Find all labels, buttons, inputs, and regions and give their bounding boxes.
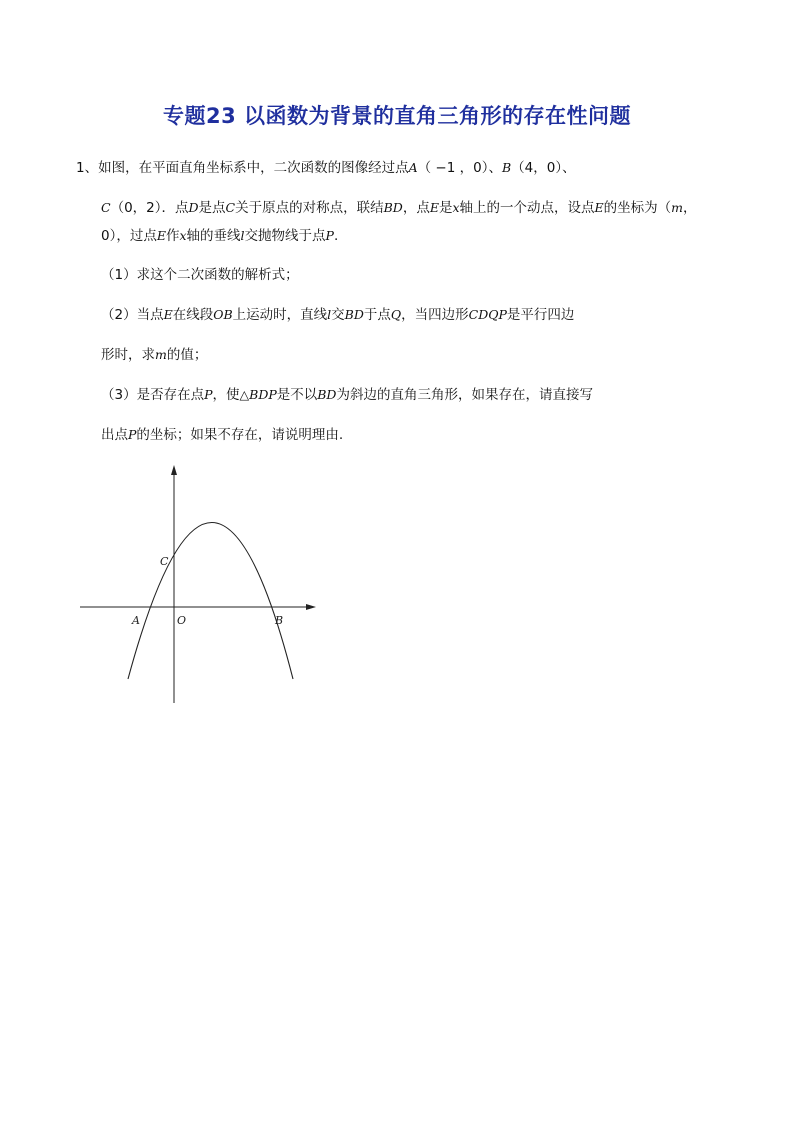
figure-label-c: C — [160, 555, 169, 568]
line-l-label: l — [327, 307, 332, 322]
text-segment: 的坐标为（ — [603, 200, 672, 216]
parabola-figure — [70, 460, 330, 710]
point-e-label: E — [429, 200, 439, 215]
point-e-label: E — [156, 228, 166, 243]
coordinate-plane — [70, 460, 330, 710]
text-segment: ，当四边形 — [401, 307, 469, 323]
m-variable: m — [671, 200, 684, 215]
point-c-label: C — [225, 200, 236, 215]
segment-bd-label: BD — [344, 307, 364, 322]
text-segment: 交 — [331, 307, 345, 323]
text-segment: . — [333, 228, 339, 244]
separator: 、 — [562, 160, 576, 176]
text-segment: 是平行四边 — [506, 307, 575, 323]
point-q-label: Q — [390, 307, 402, 322]
x-variable: x — [452, 200, 460, 215]
question-2-line-2 — [101, 345, 207, 365]
quadrilateral-cdqp-label: CDQP — [468, 307, 507, 322]
figure-label-o: O — [177, 614, 187, 627]
text-segment: 轴的垂线 — [186, 228, 241, 244]
y-axis-arrow-icon — [171, 465, 177, 475]
text-segment: 是不以 — [276, 387, 318, 403]
point-a-coords: （ −1 ，0） — [417, 160, 489, 176]
point-b-label: B — [501, 160, 512, 175]
text-segment: （3）是否存在点 — [101, 387, 205, 403]
text-segment: 出点 — [101, 427, 128, 443]
point-a-label: A — [408, 160, 418, 175]
text-segment: ，使 — [212, 387, 240, 403]
parabola-curve — [128, 523, 293, 680]
text-segment: 为斜边的直角三角形，如果存在，请直接写 — [336, 387, 593, 403]
problem-line-2 — [101, 198, 697, 218]
text-segment: 于点 — [363, 307, 391, 323]
separator: 、 — [488, 160, 502, 176]
problem-line-1 — [76, 158, 576, 178]
segment-bd-label: BD — [317, 387, 337, 402]
point-p-label: P — [204, 387, 213, 402]
segment-ob-label: OB — [213, 307, 233, 322]
text-segment: （0，2）．点 — [110, 200, 189, 216]
figure-label-b: B — [275, 614, 284, 627]
text-segment: ，点 — [402, 200, 430, 216]
point-c-label: C — [101, 200, 111, 215]
text-segment: （2）当点 — [101, 307, 164, 323]
text-segment: 的值； — [166, 347, 208, 363]
x-axis-arrow-icon — [306, 604, 316, 610]
m-variable: m — [155, 347, 167, 362]
page-title: 专题23 以函数为背景的直角三角形的存在性问题 — [162, 104, 632, 128]
text-segment: 是 — [438, 200, 453, 216]
text-segment: 如图，在平面直角坐标系中，二次函数的图像经过点 — [98, 160, 409, 176]
question-1: （1）求这个二次函数的解析式； — [101, 267, 299, 283]
segment-bd-label: BD — [383, 200, 403, 215]
point-e-label: E — [594, 200, 604, 215]
figure-label-a: A — [132, 614, 140, 627]
point-d-label: D — [188, 200, 199, 215]
question-3-line-2 — [101, 425, 343, 445]
text-segment: 轴上的一个动点，设点 — [459, 200, 595, 216]
text-segment: 交抛物线于点 — [244, 228, 326, 244]
text-segment: 上运动时，直线 — [232, 307, 328, 323]
text-segment: 形时，求 — [101, 347, 155, 363]
text-segment: 作 — [165, 228, 180, 244]
point-e-label: E — [163, 307, 173, 322]
text-segment: 0），过点 — [101, 228, 157, 244]
text-segment: 是点 — [198, 200, 226, 216]
problem-line-3 — [101, 226, 338, 246]
x-variable: x — [179, 228, 187, 243]
line-l-label: l — [240, 228, 245, 243]
text-segment: 关于原点的对称点，联结 — [235, 200, 384, 216]
problem-number: 1、 — [76, 160, 99, 176]
point-b-coords: （4，0） — [511, 160, 563, 176]
text-segment: 在线段 — [172, 307, 214, 323]
question-3-line-1 — [101, 385, 593, 405]
point-p-label: P — [128, 427, 137, 442]
point-p-label: P — [325, 228, 334, 243]
question-2-line-1 — [101, 305, 574, 325]
text-segment: 的坐标；如果不存在，请说明理由. — [136, 427, 344, 443]
text-segment: ， — [683, 200, 697, 216]
triangle-bdp-label: △BDP — [239, 387, 277, 402]
